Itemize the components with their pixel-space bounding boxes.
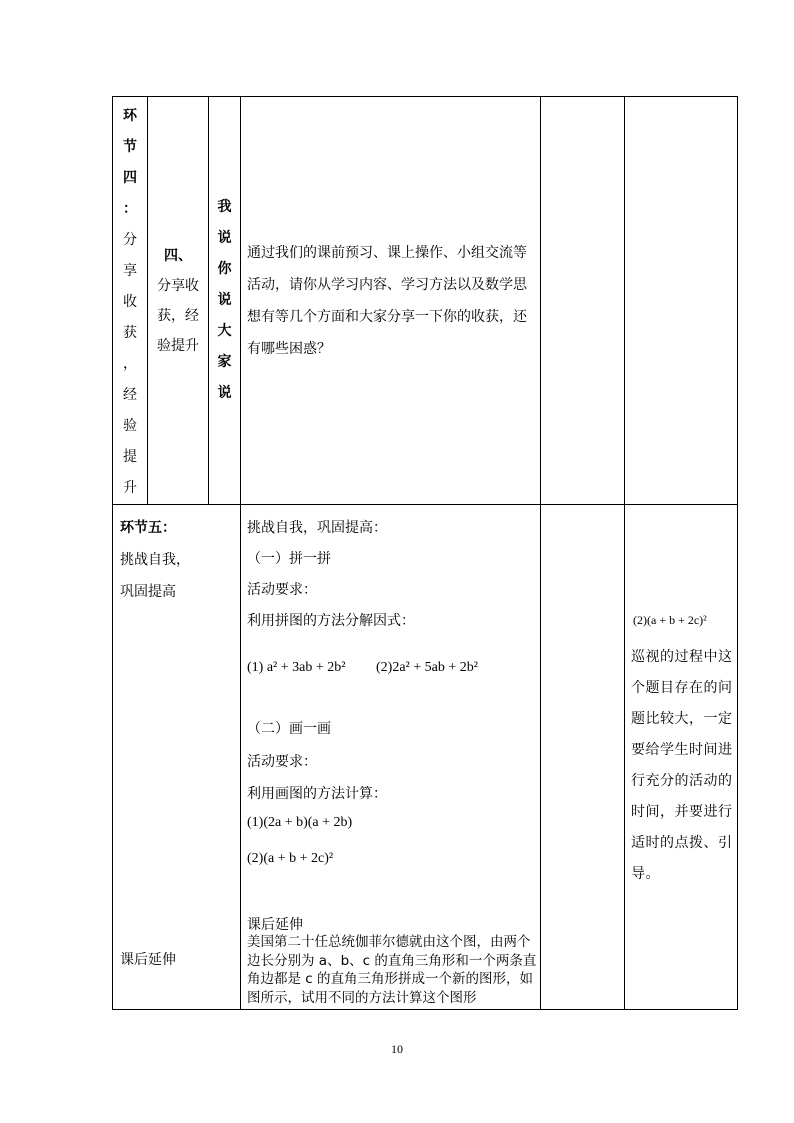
- stage5-label-line-2: 挑战自我，: [120, 552, 190, 568]
- activity-name-char: 你: [217, 261, 232, 277]
- stage4-label-char: 收: [123, 294, 137, 310]
- table-row-stage5: [113, 505, 738, 1010]
- stage5-content-cell: [241, 505, 541, 1010]
- activity-line-2: 活动，请你从学习内容、学习方法以及数学思: [247, 276, 527, 293]
- part2-title: （二）画一画: [247, 721, 331, 737]
- activity-name-char: 说: [217, 385, 232, 401]
- note-text: 巡视的过程中这个题目存在的问题比较大，一定要给学生时间进行充分的活动的时间，并要进行适时的点拨、引导。: [631, 649, 733, 882]
- section-line-3: 验提升: [157, 337, 199, 354]
- stage4-empty-cell-1: [541, 97, 625, 505]
- activity-line-4: 有哪些困惑？: [247, 340, 331, 357]
- stage5-title: 环节五：: [120, 520, 176, 536]
- stage4-label-char: 环: [123, 108, 137, 124]
- stage4-label-char: 四: [123, 170, 137, 186]
- activity-line-1: 通过我们的课前预习、课上操作、小组交流等: [247, 244, 527, 261]
- section-line-2: 获，经: [157, 307, 199, 324]
- activity-name-char: 我: [217, 199, 232, 215]
- extension-title: 课后延伸: [247, 917, 303, 933]
- part2-requirement: 活动要求：: [247, 754, 317, 770]
- activity-name-char: 说: [217, 230, 232, 246]
- part1-task: 利用拼图的方法分解因式：: [247, 613, 415, 629]
- stage4-label-char: 获: [123, 325, 137, 341]
- stage5-label-cell: [113, 505, 241, 1010]
- page-number: 10: [391, 1042, 403, 1056]
- section-line-1: 分享收: [157, 277, 199, 294]
- stage4-label-vertical: [113, 101, 147, 504]
- activity-name-char: 大: [217, 323, 232, 339]
- part2-task: 利用画图的方法计算：: [247, 786, 387, 802]
- stage4-label-char: 节: [123, 139, 137, 155]
- part1-expression-2: (2)2a² + 5ab + 2b²: [376, 660, 478, 675]
- stage5-note-cell: [625, 505, 738, 1010]
- stage4-label-char: 分: [123, 232, 137, 248]
- activity-name-char: 说: [217, 292, 232, 308]
- activity-name-char: 家: [217, 354, 232, 370]
- part1-expression-1: (1) a² + 3ab + 2b²: [247, 660, 346, 675]
- stage4-empty-cell-2: [625, 97, 738, 505]
- table-row-stage4: [113, 97, 738, 505]
- content-heading: 挑战自我，巩固提高：: [247, 520, 387, 536]
- part2-expression-2: (2)(a + b + 2c)²: [247, 851, 334, 866]
- activity-name-vertical: [209, 192, 240, 409]
- stage5-extension-label: 课后延伸: [120, 952, 176, 968]
- stage5-label-line-3: 巩固提高: [120, 584, 176, 600]
- part1-title: （一）拼一拼: [247, 551, 331, 567]
- stage4-activity-cell: [241, 97, 541, 505]
- extension-text: 美国第二十任总统伽菲尔德就由这个图，由两个边长分别为 a、b、c 的直角三角形和一个两条直角边都是 c 的直角三角形拼成一个新的图形，如图所示，试用不同的方法计算这个图形: [247, 934, 537, 1006]
- stage4-label-char: ：: [123, 201, 137, 217]
- section-number: 四、: [164, 247, 192, 264]
- stage4-label-char: 经: [123, 387, 137, 403]
- stage4-label-char: ，: [123, 356, 137, 372]
- stage5-empty-cell: [541, 505, 625, 1010]
- part1-requirement: 活动要求：: [247, 582, 317, 598]
- part2-expression-1: (1)(2a + b)(a + 2b): [247, 815, 353, 830]
- note-expression: (2)(a + b + 2c)²: [633, 613, 707, 627]
- lesson-plan-table: [112, 96, 738, 1010]
- stage4-section-cell: [148, 97, 209, 505]
- stage4-label-char: 验: [123, 418, 137, 434]
- stage4-label-char: 提: [123, 449, 137, 465]
- activity-line-3: 想有等几个方面和大家分享一下你的收获，还: [247, 308, 527, 325]
- stage4-label-char: 升: [123, 480, 137, 496]
- stage4-activity-name-cell: [209, 97, 241, 505]
- stage4-label-char: 享: [123, 263, 137, 279]
- stage4-label-cell: [113, 97, 148, 505]
